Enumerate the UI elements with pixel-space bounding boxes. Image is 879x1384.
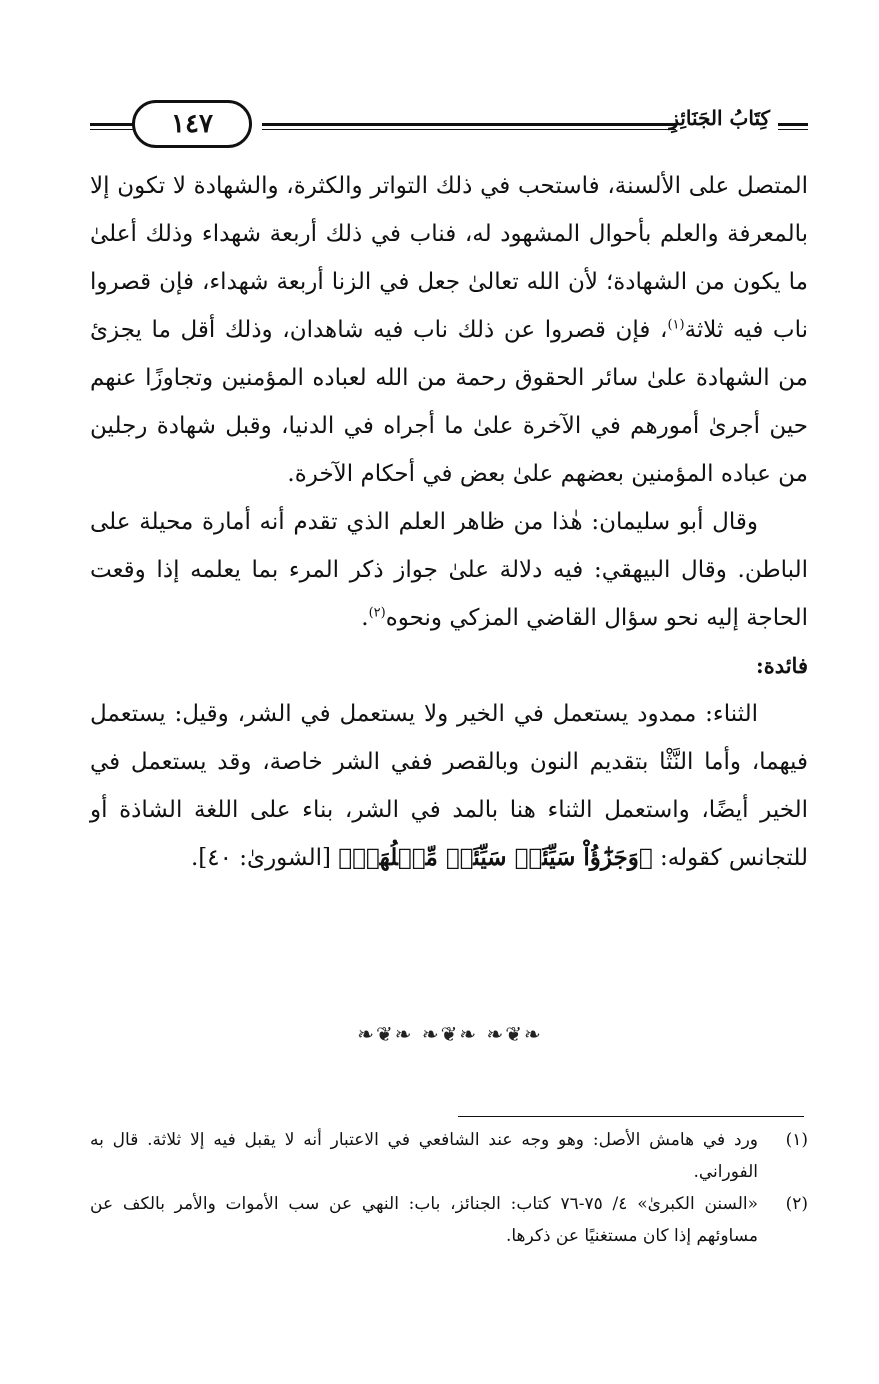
paragraph-1-text: المتصل على الألسنة، فاستحب في ذلك التواتر والكثرة، والشهادة لا تكون إلا بالمعرفة والعلم بأحوال المشهود له، فناب في ذلك أربعة شهداء وذلك أعلىٰ ما يكون من الشهادة؛ لأن الله تعالىٰ جعل في الزنا أربعة شهداء، فإن قصروا ناب فيه ثلاثة [90, 173, 808, 343]
footnote-1 [90, 1124, 808, 1188]
paragraph-2-end: . [361, 605, 369, 631]
page-number: ١٤٧ [132, 100, 252, 148]
footnote-ref-1[interactable]: (١) [667, 317, 685, 333]
header-rule-right [778, 123, 808, 126]
paragraph-3 [90, 690, 808, 882]
header-rule-middle [262, 123, 676, 126]
header-rule-right-thin [778, 129, 808, 130]
quran-verse: ﴿وَجَزَٰٓؤُاْ سَيِّئَةٖ سَيِّئَةٞ مِّثۡلُهَاۖ﴾ [338, 844, 653, 871]
footnote-number: (٢) [785, 1194, 808, 1214]
running-title: كِتَابُ الجَنَائِزِ [669, 106, 770, 130]
header-rule-middle-thin [262, 129, 676, 130]
footnote-text: ورد في هامش الأصل: وهو وجه عند الشافعي في الاعتبار أنه لا يقبل فيه إلا ثلاثة. قال به الفوراني. [90, 1130, 758, 1182]
paragraph-2-text: وقال أبو سليمان: هٰذا من ظاهر العلم الذي تقدم أنه أمارة محيلة على الباطن. وقال البيهقي: فيه دلالة علىٰ جواز ذكر المرء بما يعلمه إذا وقعت الحاجة إليه نحو سؤال القاضي المزكي ونحوه [90, 509, 808, 631]
section-ornament: ❧❦❧ ❧❦❧ ❧❦❧ [357, 1022, 543, 1046]
footnotes [90, 1124, 808, 1252]
paragraph-1-continuation: ، فإن قصروا عن ذلك ناب فيه شاهدان، وذلك أقل ما يجزئ من الشهادة علىٰ سائر الحقوق رحمة من الله لعباده المؤمنين وتجاوزًا عنهم حين أجرىٰ أمورهم في الآخرة علىٰ ما أجراه في الدنيا، وقبل شهادة رجلين من عباده المؤمنين بعضهم علىٰ بعض في أحكام الآخرة. [90, 317, 808, 487]
footnote-number: (١) [785, 1130, 808, 1150]
footnote-text: «السنن الكبرىٰ» ٤/ ٧٥-٧٦ كتاب: الجنائز، باب: النهي عن سب الأموات والأمر بالكف عن مساوئهم إذا كان مستغنيًا عن ذكرها. [90, 1194, 759, 1246]
paragraph-3-text: الثناء: ممدود يستعمل في الخير ولا يستعمل في الشر، وقيل: يستعمل فيهما، وأما النَّثْا بتقديم النون وبالقصر ففي الشر خاصة، وقد يستعمل في الخير أيضًا، واستعمل الثناء هنا بالمد في الشر، بناء على اللغة الشاذة أو للتجانس كقوله: [90, 701, 808, 871]
quran-reference: [الشورىٰ: ٤٠]. [190, 845, 339, 871]
footnote-ref-2[interactable]: (٢) [368, 605, 386, 621]
page-header [90, 96, 808, 158]
footnote-2 [90, 1188, 808, 1252]
main-text [90, 162, 808, 882]
paragraph-2 [90, 498, 808, 642]
footnote-separator [458, 1116, 804, 1117]
paragraph-1 [90, 162, 808, 498]
section-heading: فائدة: [755, 653, 808, 678]
